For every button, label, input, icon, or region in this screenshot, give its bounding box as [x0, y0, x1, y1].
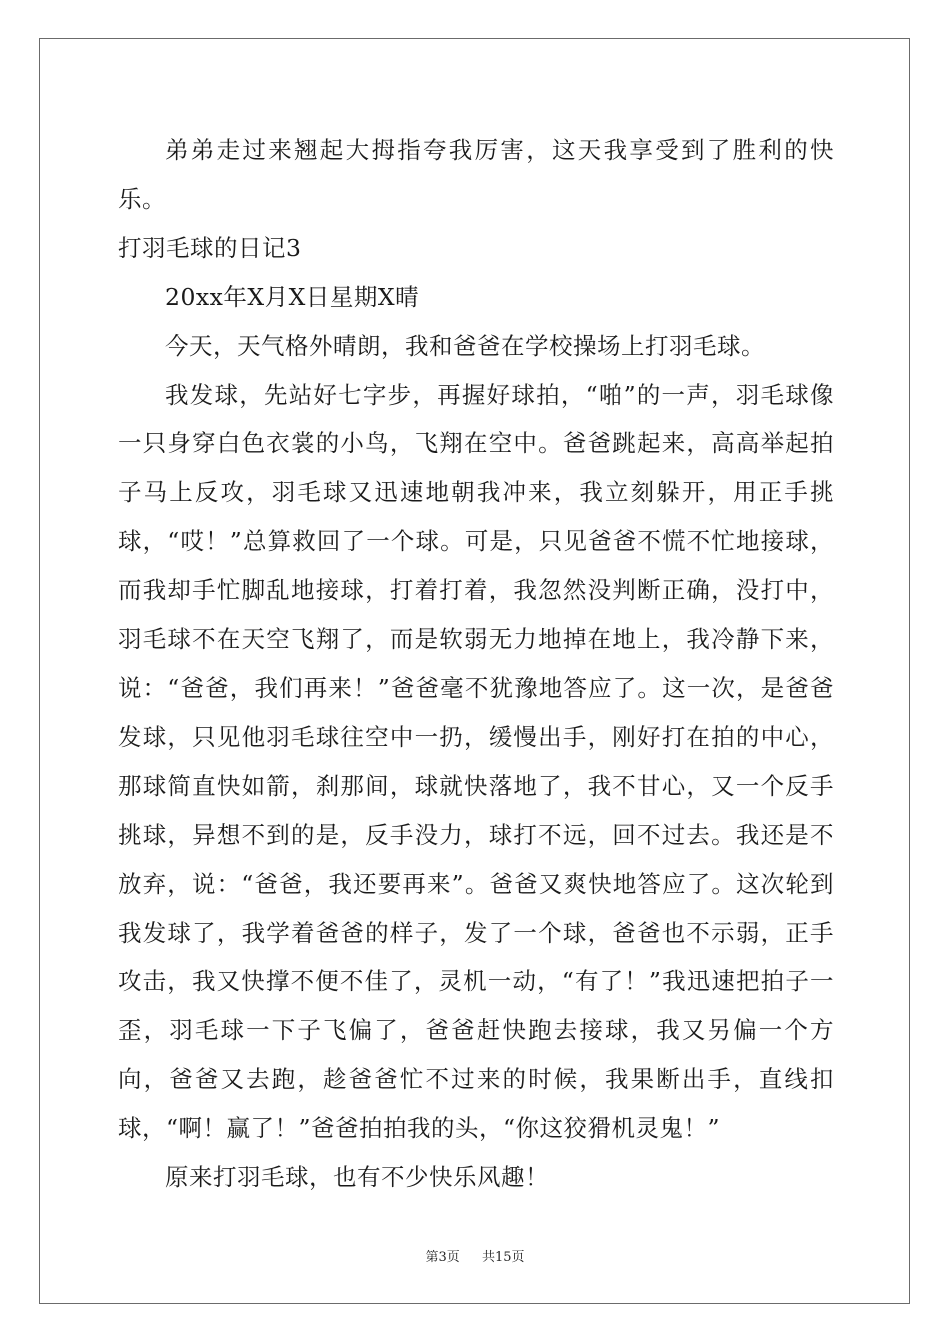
page-number: 第3页	[425, 1250, 460, 1265]
document-body	[118, 126, 834, 1202]
paragraph: 弟弟走过来翘起大拇指夸我厉害，这天我享受到了胜利的快乐。	[118, 136, 834, 213]
paragraph: 今天，天气格外晴朗，我和爸爸在学校操场上打羽毛球。	[165, 331, 765, 360]
diary-date-line: 20xx年X月X日星期X晴	[165, 282, 420, 311]
page-total: 共15页	[482, 1250, 525, 1265]
paragraph: 原来打羽毛球，也有不少快乐风趣！	[165, 1163, 549, 1192]
paragraph: 我发球，先站好七字步，再握好球拍，“啪”的一声，羽毛球像一只身穿白色衣裳的小鸟，飞翔在空中。爸爸跳起来，高高举起拍子马上反攻，羽毛球又迅速地朝我冲来，我立刻躲开，用正手挑球，“哎！”总算救回了一个球。可是，只见爸爸不慌不忙地接球，而我却手忙脚乱地接球，打着打着，我忽然没判断正确，没打中，羽毛球不在天空飞翔了，而是软弱无力地掉在地上，我冷静下来，说：“爸爸，我们再来！”爸爸毫不犹豫地答应了。这一次，是爸爸发球，只见他羽毛球往空中一扔，缓慢出手，刚好打在拍的中心，那球简直快如箭，刹那间，球就快落地了，我不甘心，又一个反手挑球，异想不到的是，反手没力，球打不远，回不过去。我还是不放弃，说：“爸爸，我还要再来”。爸爸又爽快地答应了。这次轮到我发球了，我学着爸爸的样子，发了一个球，爸爸也不示弱，正手攻击，我又快撑不便不佳了，灵机一动，“有了！”我迅速把拍子一歪，羽毛球一下子飞偏了，爸爸赶快跑去接球，我又另偏一个方向，爸爸又去跑，趁爸爸忙不过来的时候，我果断出手，直线扣球，“啊！赢了！”爸爸拍拍我的头，“你这狡猾机灵鬼！”	[118, 380, 834, 1143]
page-footer	[0, 1246, 950, 1265]
section-heading: 打羽毛球的日记3	[118, 233, 302, 262]
